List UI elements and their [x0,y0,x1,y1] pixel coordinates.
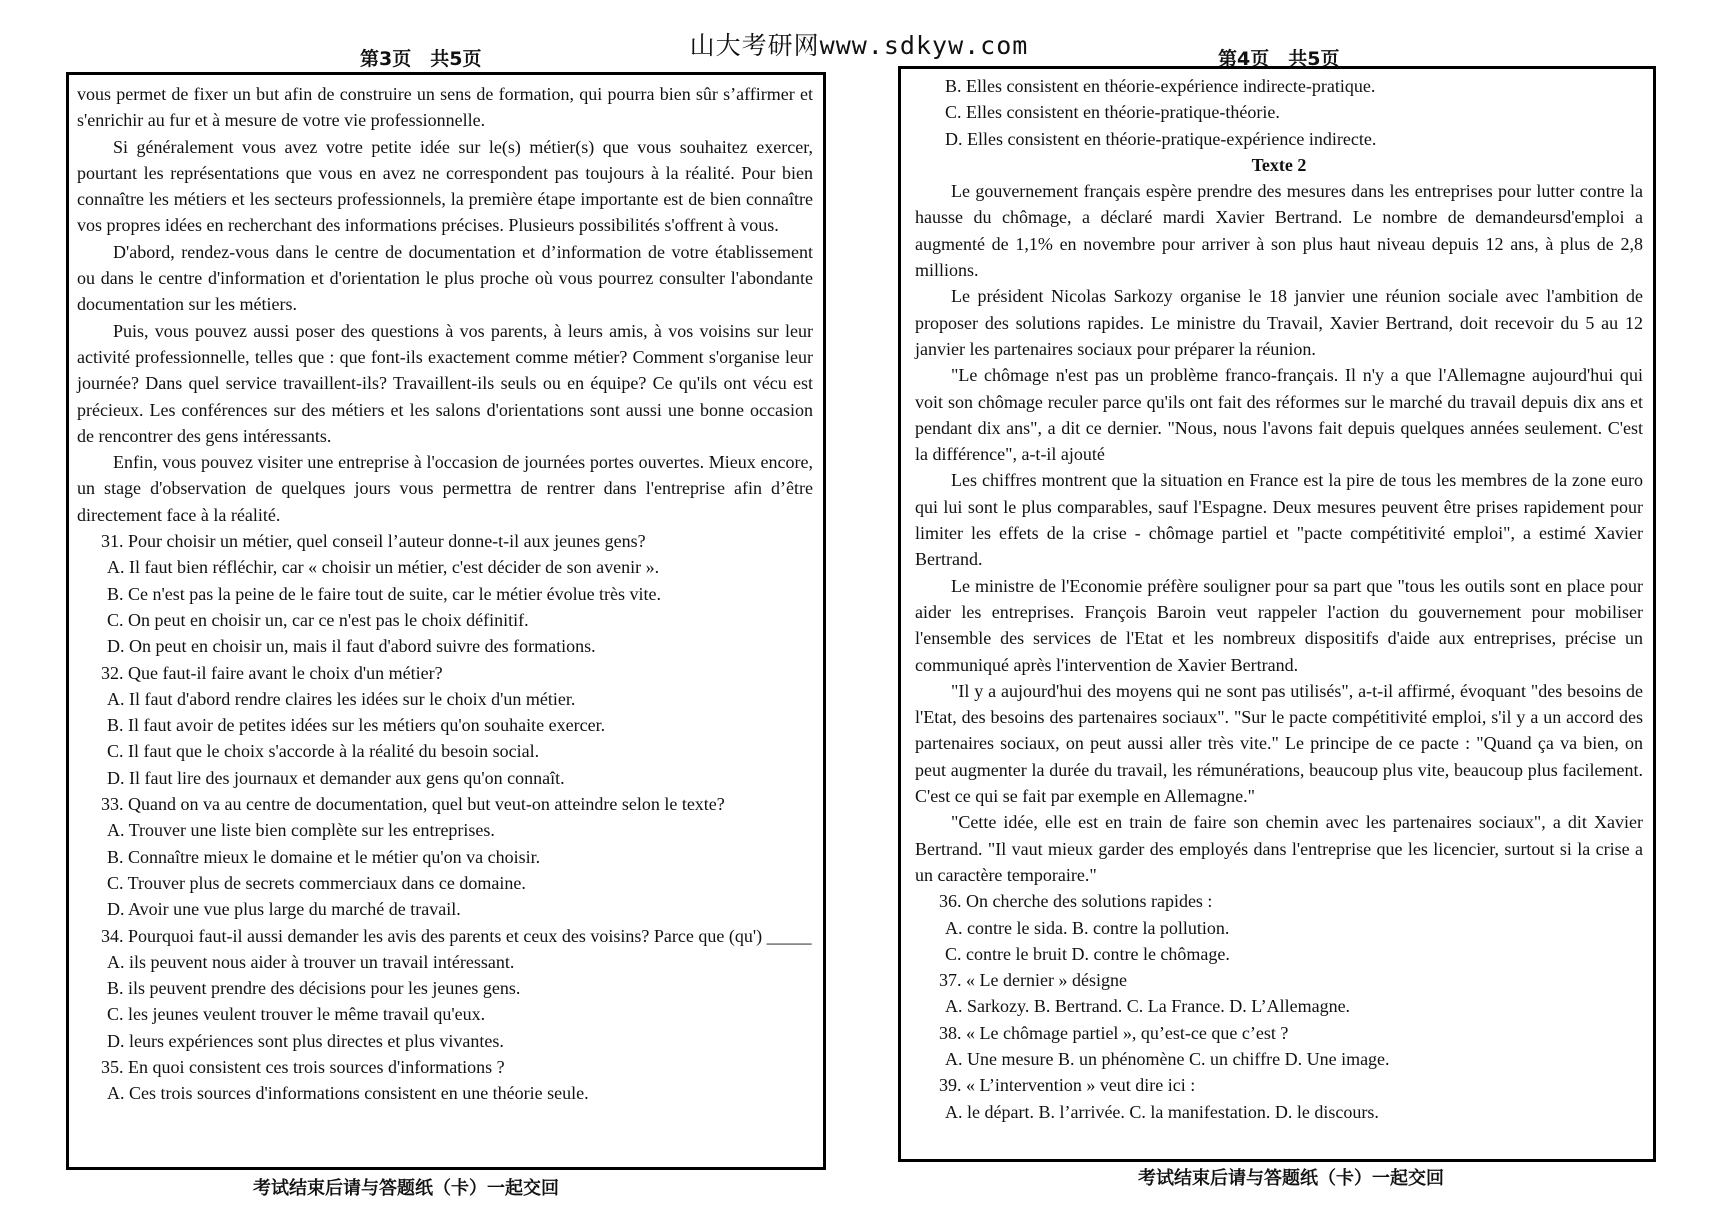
right-page-content [898,66,1656,1162]
answer-option: C. Trouver plus de secrets commerciaux dans ce domaine. [107,872,526,893]
answer-option: C. On peut en choisir un, car ce n'est pas le choix définitif. [107,609,529,630]
paragraph: Le président Nicolas Sarkozy organise le 18 janvier une réunion sociale avec l'ambition de proposer des solutions rapides. Le ministre du Travail, Xavier Bertrand, doit recevoir du 5 au 12 janvier les partenaires sociaux pour préparer la réunion. [915,286,1643,359]
paragraph: Puis, vous pouvez aussi poser des questions à vos parents, à leurs amis, à vos voisins sur leur activité professionnelle, telles que : que font-ils exactement comme métier? Comment s'organise leur journée? Dans quel service travaillent-ils? Travaillent-ils seuls ou en équipe? Ce qu'ils ont vécu est précieux. Les conférences sur des métiers et les salons d'orientations sont aussi une bonne occasion de rencontrer des gens intéressants. [77,320,813,446]
answer-option: B. ils peuvent prendre des décisions pour les jeunes gens. [107,978,521,999]
answer-option: B. Connaître mieux le domaine et le métier qu'on va choisir. [107,846,541,867]
answer-option: D. Elles consistent en théorie-pratique-expérience indirecte. [945,128,1377,149]
question: 37. « Le dernier » désigne [939,970,1127,991]
answer-option: A. ils peuvent nous aider à trouver un travail intéressant. [107,951,515,972]
right-page-number: 第4页 共5页 [1218,48,1340,70]
question: 31. Pour choisir un métier, quel conseil l’auteur donne-t-il aux jeunes gens? [101,531,646,552]
right-footer: 考试结束后请与答题纸（卡）一起交回 [1138,1168,1444,1189]
answer-option: C. les jeunes veulent trouver le même travail qu'eux. [107,1004,486,1025]
question: 32. Que faut-il faire avant le choix d'un métier? [101,662,443,683]
question: 36. On cherche des solutions rapides : [939,891,1213,912]
answer-option: B. Il faut avoir de petites idées sur les métiers qu'on souhaite exercer. [107,715,606,736]
left-footer: 考试结束后请与答题纸（卡）一起交回 [253,1178,559,1199]
paragraph: Enfin, vous pouvez visiter une entreprise à l'occasion de journées portes ouvertes. Mieux encore, un stage d'observation de quelques jours vous permettra de rentrer dans l'entreprise afin d’être directement face à la réalité. [77,452,813,525]
paragraph: Texte 2 [1251,154,1307,175]
paragraph: Le ministre de l'Economie préfère souligner pour sa part que "tous les outils sont en place pour aider les entreprises. François Baroin veut rappeler l'action du gouvernement pour mobiliser l'ensemble des services de l'Etat et les nombreux dispositifs d'aide aux entreprises, précise un communiqué après l'intervention de Xavier Bertrand. [915,575,1643,675]
answer-option: A. contre le sida. B. contre la pollution. [945,917,1230,938]
answer-option: A. Trouver une liste bien complète sur les entreprises. [107,820,495,841]
answer-option: D. leurs expériences sont plus directes et plus vivantes. [107,1030,504,1051]
paragraph: vous permet de fixer un but afin de construire un sens de formation, qui pourra bien sûr s’affirmer et s'enrichir au fur et à mesure de votre vie professionnelle. [77,84,813,131]
paragraph: "Le chômage n'est pas un problème franco-français. Il n'y a que l'Allemagne aujourd'hui qui voit son chômage reculer parce qu'ils ont fait des réformes sur le marché du travail depuis dix ans et pendant dix ans", a dit ce dernier. "Nous, nous l'avons fait depuis quelques années seulement. C'est la différence", a-t-il ajouté [915,365,1643,465]
answer-option: C. Elles consistent en théorie-pratique-théorie. [945,102,1280,123]
answer-option: A. Il faut bien réfléchir, car « choisir un métier, c'est décider de son avenir ». [107,557,660,578]
paragraph: Si généralement vous avez votre petite idée sur le(s) métier(s) que vous souhaitez exercer, pourtant les représentations que vous en avez ne correspondent pas toujours à la réalité. Pour bien connaître les métiers et les secteurs professionnels, la première étape importante est de bien connaître vos propres idées en recherchant des informations précises. Plusieurs possibilités s'offrent à vous. [77,136,813,236]
answer-option: C. contre le bruit D. contre le chômage. [945,943,1230,964]
answer-option: A. le départ. B. l’arrivée. C. la manifestation. D. le discours. [945,1101,1379,1122]
site-header: 山大考研网www.sdkyw.com [689,31,1029,60]
paragraph: D'abord, rendez-vous dans le centre de documentation et d’information de votre établissement ou dans le centre d'information et d'orientation le plus proche où vous pourrez consulter l'abondante documentation sur les métiers. [77,241,813,315]
answer-option: D. Avoir une vue plus large du marché de travail. [107,899,461,920]
question: 33. Quand on va au centre de documentation, quel but veut-on atteindre selon le texte? [101,794,725,815]
answer-option: B. Elles consistent en théorie-expérience indirecte-pratique. [945,76,1376,96]
answer-option: D. Il faut lire des journaux et demander aux gens qu'on connaît. [107,767,565,788]
answer-option: A. Il faut d'abord rendre claires les idées sur le choix d'un métier. [107,688,576,709]
answer-option: A. Une mesure B. un phénomène C. un chiffre D. Une image. [945,1048,1390,1069]
answer-option: A. Sarkozy. B. Bertrand. C. La France. D. L’Allemagne. [945,996,1351,1017]
left-page-content [66,72,826,1170]
answer-option: A. Ces trois sources d'informations consistent en une théorie seule. [107,1083,589,1104]
paragraph: "Il y a aujourd'hui des moyens qui ne sont pas utilisés", a-t-il affirmé, évoquant "des besoins de l'Etat, des besoins des partenaires sociaux". "Sur le pacte compétitivité emploi, s'il y a un accord des partenaires sociaux, on peut aussi aller très vite." Le principe de ce pacte : "Quand ça va bien, on peut augmenter la durée du travail, les rémunérations, beaucoup plus vite, beaucoup plus facilement. C'est ce qui se fait par exemple en Allemagne." [915,680,1643,807]
question: 35. En quoi consistent ces trois sources d'informations ? [101,1056,505,1077]
paragraph: Le gouvernement français espère prendre des mesures dans les entreprises pour lutter contre la hausse du chômage, a déclaré mardi Xavier Bertrand. Le nombre de demandeursd'emploi a augmenté de 1,1% en novembre pour arriver à son plus haut niveau depuis 12 ans, à plus de 2,8 millions. [915,181,1643,281]
left-page-number: 第3页 共5页 [360,48,482,70]
question: 34. Pourquoi faut-il aussi demander les avis des parents et ceux des voisins? Parce que (qu') _____ [101,925,812,946]
answer-option: C. Il faut que le choix s'accorde à la réalité du besoin social. [107,741,540,762]
question: 38. « Le chômage partiel », qu’est-ce que c’est ? [939,1022,1289,1043]
question: 39. « L’intervention » veut dire ici : [939,1075,1196,1096]
paragraph: Les chiffres montrent que la situation en France est la pire de tous les membres de la zone euro qui lui sont le plus comparables, sauf l'Espagne. Deux mesures peuvent être prises rapidement pour limiter les effets de la crise - chômage partiel et "pacte compétitivité emploi", a estimé Xavier Bertrand. [915,470,1643,570]
paragraph: "Cette idée, elle est en train de faire son chemin avec les partenaires sociaux", a dit Xavier Bertrand. "Il vaut mieux garder des employés dans l'entreprise que les licencier, surtout si la crise a un caractère temporaire." [915,812,1643,885]
answer-option: D. On peut en choisir un, mais il faut d'abord suivre des formations. [107,636,596,657]
answer-option: B. Ce n'est pas la peine de le faire tout de suite, car le métier évolue très vite. [107,583,662,604]
